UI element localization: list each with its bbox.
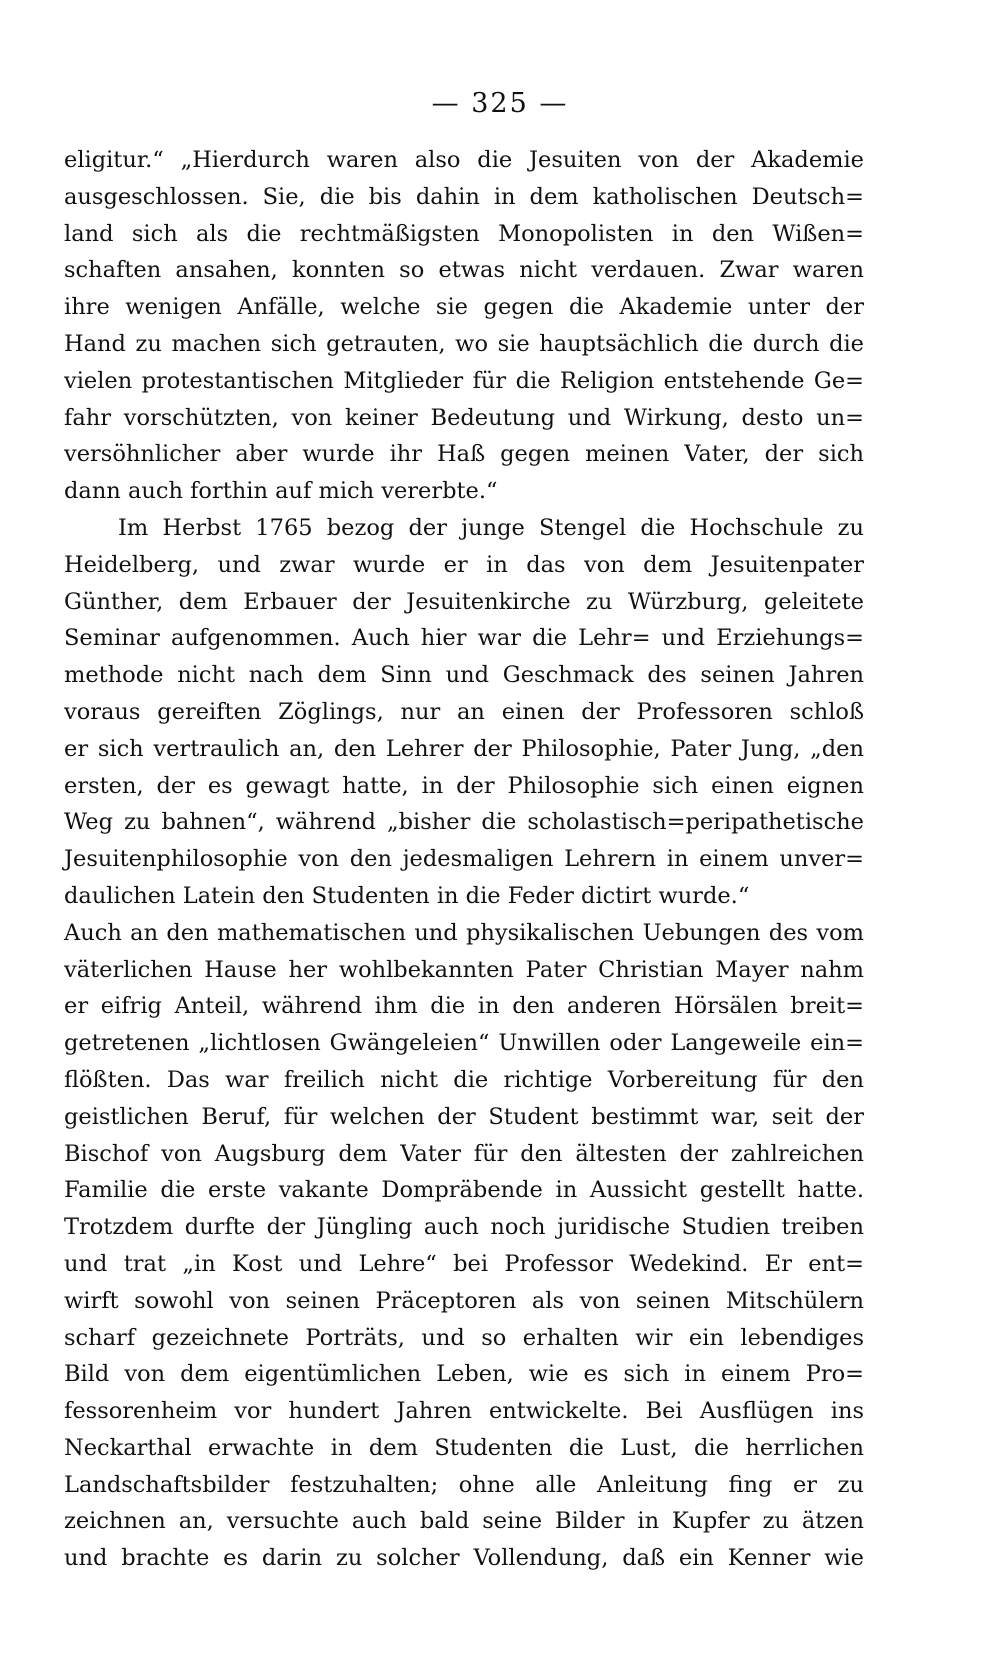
text-line: und brachte es darin zu solcher Vollendung, daß ein Kenner wie: [64, 1545, 864, 1572]
text-line: er eifrig Anteil, während ihm die in den anderen Hörsälen breit=: [64, 993, 864, 1020]
text-line: er sich vertraulich an, den Lehrer der Philosophie, Pater Jung, „den: [64, 735, 864, 762]
text-line: Trotzdem durfte der Jüngling auch noch juridische Studien treiben: [64, 1214, 864, 1241]
text-line: Neckarthal erwachte in dem Studenten die Lust, die herrlichen: [64, 1434, 864, 1461]
text-line: Im Herbst 1765 bezog der junge Stengel die Hochschule zu: [118, 514, 864, 541]
text-line: wirft sowohl von seinen Präceptoren als von seinen Mitschülern: [64, 1287, 864, 1314]
text-line: väterlichen Hause her wohlbekannten Pater Christian Mayer nahm: [64, 956, 864, 983]
text-line: daulichen Latein den Studenten in die Feder dictirt wurde.“: [64, 882, 750, 909]
text-line: land sich als die rechtmäßigsten Monopolisten in den Wißen=: [64, 220, 864, 247]
text-line: vielen protestantischen Mitglieder für die Religion entstehende Ge=: [64, 367, 864, 394]
text-line: zeichnen an, versuchte auch bald seine Bilder in Kupfer zu ätzen: [64, 1508, 864, 1535]
paragraph: [64, 142, 864, 510]
text-line: Seminar aufgenommen. Auch hier war die Lehr= und Erziehungs=: [64, 625, 864, 652]
text-line: methode nicht nach dem Sinn und Geschmack des seinen Jahren: [64, 662, 864, 689]
text-line: Heidelberg, und zwar wurde er in das von dem Jesuitenpater: [64, 551, 864, 578]
text-line: Günther, dem Erbauer der Jesuitenkirche zu Würzburg, geleitete: [64, 588, 864, 615]
text-line: ersten, der es gewagt hatte, in der Philosophie sich einen eignen: [64, 772, 864, 799]
text-line: versöhnlicher aber wurde ihr Haß gegen meinen Vater, der sich: [64, 441, 864, 468]
text-line: fahr vorschützten, von keiner Bedeutung und Wirkung, desto un=: [64, 404, 864, 431]
text-line: geistlichen Beruf, für welchen der Student bestimmt war, seit der: [64, 1103, 864, 1130]
text-line: schaften ansahen, konnten so etwas nicht verdauen. Zwar waren: [64, 257, 864, 284]
text-line: Auch an den mathematischen und physikalischen Uebungen des vom: [64, 919, 864, 946]
text-line: Weg zu bahnen“, während „bisher die scholastisch=peripathetische: [64, 809, 864, 836]
text-line: eligitur.“ „Hierdurch waren also die Jesuiten von der Akademie: [64, 147, 864, 173]
paragraph: [64, 510, 864, 1577]
text-line: und trat „in Kost und Lehre“ bei Professor Wedekind. Er ent=: [64, 1250, 864, 1277]
text-line: getretenen „lichtlosen Gwängeleien“ Unwillen oder Langeweile ein=: [64, 1030, 864, 1057]
text-line: Bild von dem eigentümlichen Leben, wie es sich in einem Pro=: [64, 1361, 864, 1388]
text-line: Landschaftsbilder festzuhalten; ohne alle Anleitung fing er zu: [64, 1471, 864, 1498]
text-line: Hand zu machen sich getrauten, wo sie hauptsächlich die durch die: [64, 330, 864, 357]
body-text: [64, 142, 864, 1577]
page-number: — 325 —: [431, 88, 569, 119]
text-line: scharf gezeichnete Porträts, und so erhalten wir ein lebendiges: [64, 1324, 864, 1351]
text-line: dann auch forthin auf mich vererbte.“: [64, 478, 498, 505]
text-line: Jesuitenphilosophie von den jedesmaligen Lehrern in einem unver=: [64, 846, 864, 873]
text-line: Bischof von Augsburg dem Vater für den ältesten der zahlreichen: [64, 1140, 864, 1167]
text-line: Familie die erste vakante Dompräbende in Aussicht gestellt hatte.: [64, 1177, 864, 1204]
text-line: voraus gereiften Zöglings, nur an einen der Professoren schloß: [64, 698, 864, 725]
text-line: ihre wenigen Anfälle, welche sie gegen die Akademie unter der: [64, 294, 864, 321]
text-line: flößten. Das war freilich nicht die richtige Vorbereitung für den: [64, 1066, 864, 1093]
text-line: ausgeschlossen. Sie, die bis dahin in dem katholischen Deutsch=: [64, 183, 864, 210]
text-line: fessorenheim vor hundert Jahren entwickelte. Bei Ausflügen ins: [64, 1398, 864, 1425]
